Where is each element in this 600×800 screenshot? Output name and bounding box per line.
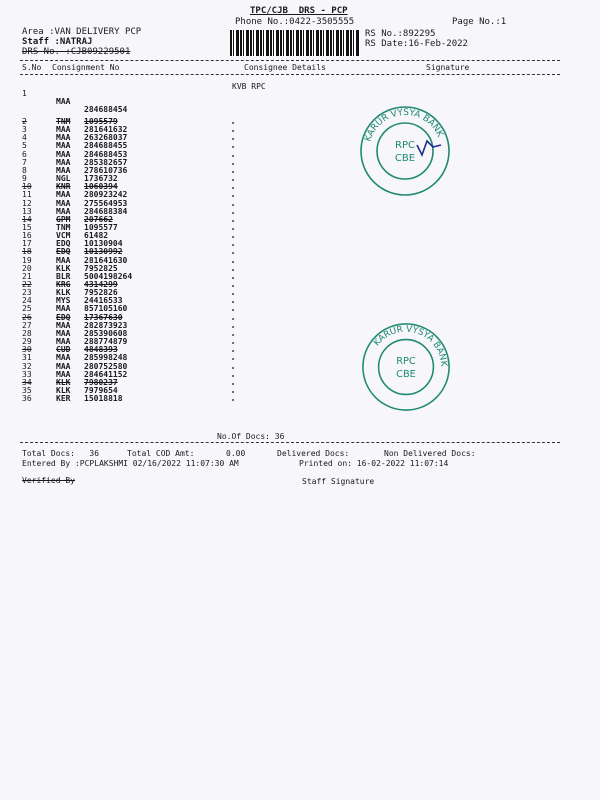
row-sno: 27: [22, 320, 32, 330]
row-number: 1095579: [84, 117, 118, 126]
row-sno: 32: [22, 361, 32, 371]
row-number: 10130992: [84, 247, 123, 257]
row-sno: 8: [22, 165, 27, 175]
table-row-first: [22, 82, 262, 114]
row-sno: 16: [22, 231, 32, 241]
row-code: MAA: [56, 304, 71, 314]
row-code: NGL: [56, 174, 71, 184]
rs-date: RS Date:16-Feb-2022: [365, 39, 468, 49]
row-sno: 36: [22, 394, 32, 404]
row-code: BLR: [56, 271, 71, 281]
row-sno: 29: [22, 337, 32, 347]
staff-label: Staff :NATRAJ: [22, 37, 93, 47]
footer-divider: [20, 442, 560, 443]
row-number: 15018818: [84, 394, 123, 404]
row-code: KLK: [56, 263, 71, 273]
row-number: 281641632: [84, 125, 128, 135]
consignee-dot: [232, 277, 234, 279]
row-sno: 28: [22, 328, 32, 338]
stamp-bank-name: KARUR VYSYA BANK: [363, 107, 445, 144]
consignee-dot: [232, 375, 234, 377]
row-number: 7979654: [84, 385, 118, 395]
consignee-dot: [232, 122, 234, 124]
row-sno: 3: [22, 125, 27, 135]
row-number: 7980237: [84, 377, 118, 387]
row-number: 10130904: [84, 239, 123, 249]
row-number: 285390608: [84, 328, 128, 338]
stamp-rings: [361, 107, 449, 195]
row-sno: 20: [22, 263, 32, 273]
row-number: 1095577: [84, 222, 118, 232]
row-number: 7952826: [84, 288, 118, 298]
row-sno: 1: [22, 89, 27, 98]
stamp-bank-name: KARUR VYSYA BANK: [372, 324, 449, 367]
row-sno: 23: [22, 288, 32, 298]
row-code: MAA: [56, 149, 71, 159]
row-code: MAA: [56, 206, 71, 216]
page-number: Page No.:1: [452, 17, 507, 27]
stamp-line-1: RPC: [396, 356, 416, 368]
row-number: 17367630: [84, 312, 123, 322]
row-code: MAA: [56, 255, 71, 265]
stamp-line-1: RPC: [395, 140, 415, 151]
row-sno: 2: [22, 117, 27, 126]
row-number: 288774879: [84, 337, 128, 347]
row-sno: 9: [22, 174, 27, 184]
row-number: 7952825: [84, 263, 118, 273]
consignee-dot: [232, 367, 234, 369]
row-code: KNR: [56, 182, 71, 192]
consignee-dot: [232, 269, 234, 271]
row-code: CUD: [56, 345, 71, 355]
row-code: MYS: [56, 296, 71, 306]
row-sno: 4: [22, 133, 27, 143]
stamp-line-2: CBE: [394, 153, 416, 164]
no-of-docs: No.Of Docs: 36: [217, 432, 285, 441]
row-number: 24416533: [84, 296, 123, 306]
row-sno: 6: [22, 149, 27, 159]
row-sno: 25: [22, 304, 32, 314]
row-number: 4314299: [84, 280, 118, 289]
row-code: MAA: [56, 97, 71, 106]
row-sno: 26: [22, 312, 32, 322]
column-consignment: Consignment No: [52, 63, 120, 72]
row-code: MAA: [56, 165, 71, 175]
row-sno: 15: [22, 222, 32, 232]
row-code: MAA: [56, 361, 71, 371]
row-code: VCM: [56, 231, 71, 241]
row-sno: 17: [22, 239, 32, 249]
row-number: 284688455: [84, 141, 128, 151]
row-number: 284688384: [84, 206, 128, 216]
column-sno: S.No: [22, 63, 42, 72]
document-title: TPC/CJB DRS - PCP: [250, 6, 348, 16]
row-code: MAA: [56, 157, 71, 167]
phone-number: Phone No.:0422-3505555: [235, 17, 355, 27]
row-code: KLK: [56, 385, 71, 395]
consignee-dot: [232, 163, 234, 165]
row-code: MAA: [56, 328, 71, 338]
rs-number: RS No.:892295: [365, 29, 436, 39]
row-sno: 10: [22, 182, 32, 192]
row-code: KLK: [56, 288, 71, 298]
total-docs: Total Docs: 36: [22, 449, 100, 458]
bank-stamp-2: [359, 320, 453, 414]
row-sno: 7: [22, 157, 27, 167]
entered-by: Entered By :PCPLAKSHMI 02/16/2022 11:07:30 AM: [22, 459, 239, 468]
row-sno: 33: [22, 369, 32, 379]
consignee-dot: [232, 326, 234, 328]
staff-signature: Staff Signature: [302, 477, 375, 486]
row-number: 284688453: [84, 149, 128, 159]
bank-stamp-1: [357, 103, 453, 199]
table-row: [22, 395, 262, 403]
row-sno: 13: [22, 206, 32, 216]
row-sno: 19: [22, 255, 32, 265]
row-code: KER: [56, 394, 71, 404]
row-sno: 24: [22, 296, 32, 306]
consignee-dot: [232, 155, 234, 157]
row-number: 285998248: [84, 353, 128, 363]
row-code: KRG: [56, 280, 71, 289]
row-sno: 14: [22, 214, 32, 224]
consignee-dot: [232, 228, 234, 230]
consignee-dot: [232, 383, 234, 385]
row-sno: 34: [22, 377, 32, 387]
consignee-dot: [232, 212, 234, 214]
row-number: 284641152: [84, 369, 128, 379]
row-sno: 11: [22, 190, 32, 200]
row-code: MAA: [56, 198, 71, 208]
row-code: MAA: [56, 190, 71, 200]
row-number: 263268037: [84, 133, 128, 143]
row-sno: 18: [22, 247, 32, 257]
row-code: MAA: [56, 141, 71, 151]
header-divider-bottom: [20, 74, 560, 75]
row-sno: 12: [22, 198, 32, 208]
row-number: 4848393: [84, 345, 118, 355]
printed-on: Printed on: 16-02-2022 11:07:14: [299, 459, 449, 468]
row-sno: 5: [22, 141, 27, 151]
stamp-line-2: CBE: [396, 368, 416, 380]
header-divider-top: [20, 60, 560, 61]
row-number: 280752580: [84, 361, 128, 371]
non-delivered-docs: Non Delivered Docs:: [384, 449, 476, 458]
row-number: 282873923: [84, 320, 128, 330]
row-code: MAA: [56, 320, 71, 330]
row-number: 1060394: [84, 182, 118, 192]
row-number: 1736732: [84, 174, 118, 184]
row-sno: 31: [22, 353, 32, 363]
consignee-details: KVB RPC: [232, 82, 266, 91]
row-code: MAA: [56, 125, 71, 135]
consignee-dot: [232, 261, 234, 263]
consignee-dot: [232, 220, 234, 222]
row-sno: 22: [22, 280, 32, 289]
row-number: 61482: [84, 231, 109, 241]
row-code: TNM: [56, 117, 71, 126]
row-code: GPM: [56, 214, 71, 224]
consignee-dot: [232, 285, 234, 287]
consignee-dot: [232, 391, 234, 393]
row-code: EDQ: [56, 239, 71, 249]
verified-by: Verified By: [22, 476, 75, 485]
row-number: 285382657: [84, 157, 128, 167]
row-code: MAA: [56, 133, 71, 143]
delivered-docs: Delivered Docs:: [277, 449, 350, 458]
row-code: MAA: [56, 369, 71, 379]
row-number: 275564953: [84, 198, 128, 208]
row-number: 284688454: [84, 105, 128, 114]
row-code: MAA: [56, 353, 71, 363]
row-code: EDQ: [56, 312, 71, 322]
consignee-dot: [232, 318, 234, 320]
row-code: MAA: [56, 337, 71, 347]
total-cod-label: Total COD Amt:: [127, 449, 195, 458]
row-code: KLK: [56, 377, 71, 387]
total-cod-value: 0.00: [226, 449, 246, 458]
column-consignee: Consignee Details: [244, 63, 326, 72]
handwritten-mark: [417, 141, 441, 155]
column-signature: Signature: [426, 63, 470, 72]
barcode: [230, 30, 360, 56]
row-number: 857105160: [84, 304, 128, 314]
row-code: EDQ: [56, 247, 71, 257]
row-number: 280923242: [84, 190, 128, 200]
drs-number: DRS No. :CJB09229501: [22, 47, 131, 57]
row-number: 5004198264: [84, 271, 133, 281]
row-number: 278610736: [84, 165, 128, 175]
consignee-dot: [232, 334, 234, 336]
row-sno: 30: [22, 345, 32, 355]
row-sno: 35: [22, 385, 32, 395]
area-label: Area :VAN DELIVERY PCP: [22, 27, 142, 37]
consignee-dot: [232, 204, 234, 206]
row-number: 281641630: [84, 255, 128, 265]
row-code: TNM: [56, 222, 71, 232]
row-sno: 21: [22, 271, 32, 281]
consignee-dot: [232, 171, 234, 173]
row-number: 207662: [84, 214, 113, 224]
